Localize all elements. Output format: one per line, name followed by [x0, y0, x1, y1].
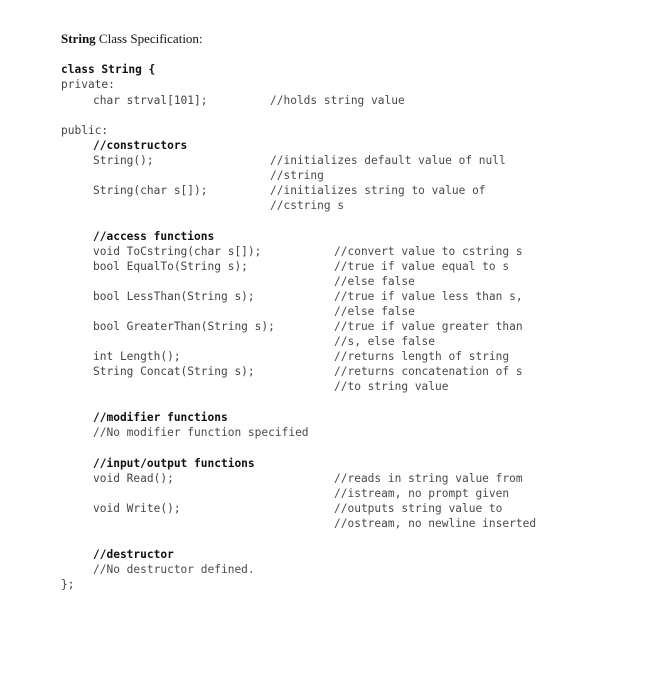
spec-heading-rest: Class Specification:	[95, 31, 203, 46]
read-comment-2: //istream, no prompt given	[334, 487, 510, 500]
concat-comment-2: //to string value	[334, 380, 449, 393]
class-closing-brace: };	[61, 578, 75, 591]
concat-declaration: String Concat(String s);	[93, 365, 255, 378]
length-comment: //returns length of string	[334, 350, 510, 363]
length-declaration: int Length();	[93, 350, 181, 363]
greaterthan-comment-2: //s, else false	[334, 335, 436, 348]
spec-heading-class-name: String	[61, 31, 96, 46]
lessthan-comment-2: //else false	[334, 305, 415, 318]
modifier-functions-comment: //No modifier function specified	[93, 426, 309, 439]
read-comment-1: //reads in string value from	[334, 472, 523, 485]
default-constructor-comment-1: //initializes default value of null	[270, 154, 506, 167]
io-functions-header: //input/output functions	[93, 457, 255, 470]
strval-declaration: char strval[101];	[93, 94, 208, 107]
equalto-declaration: bool EqualTo(String s);	[93, 260, 248, 273]
cstring-constructor: String(char s[]);	[93, 184, 208, 197]
write-declaration: void Write();	[93, 502, 181, 515]
cstring-constructor-comment-1: //initializes string to value of	[270, 184, 486, 197]
access-functions-header: //access functions	[93, 230, 215, 243]
default-constructor-comment-2: //string	[270, 169, 324, 182]
read-declaration: void Read();	[93, 472, 174, 485]
tocstring-comment: //convert value to cstring s	[334, 245, 523, 258]
concat-comment-1: //returns concatenation of s	[334, 365, 523, 378]
equalto-comment-1: //true if value equal to s	[334, 260, 510, 273]
greaterthan-comment-1: //true if value greater than	[334, 320, 523, 333]
default-constructor: String();	[93, 154, 154, 167]
greaterthan-declaration: bool GreaterThan(String s);	[93, 320, 275, 333]
lessthan-declaration: bool LessThan(String s);	[93, 290, 255, 303]
tocstring-declaration: void ToCstring(char s[]);	[93, 245, 262, 258]
class-declaration: class String {	[61, 63, 156, 76]
spec-heading	[61, 31, 203, 47]
write-comment-2: //ostream, no newline inserted	[334, 517, 537, 530]
cstring-constructor-comment-2: //cstring s	[270, 199, 345, 212]
public-label: public:	[61, 124, 109, 137]
destructor-header: //destructor	[93, 548, 174, 561]
private-label: private:	[61, 78, 115, 91]
equalto-comment-2: //else false	[334, 275, 415, 288]
strval-comment: //holds string value	[270, 94, 405, 107]
modifier-functions-header: //modifier functions	[93, 411, 228, 424]
write-comment-1: //outputs string value to	[334, 502, 503, 515]
destructor-comment: //No destructor defined.	[93, 563, 255, 576]
lessthan-comment-1: //true if value less than s,	[334, 290, 523, 303]
constructors-header: //constructors	[93, 139, 188, 152]
